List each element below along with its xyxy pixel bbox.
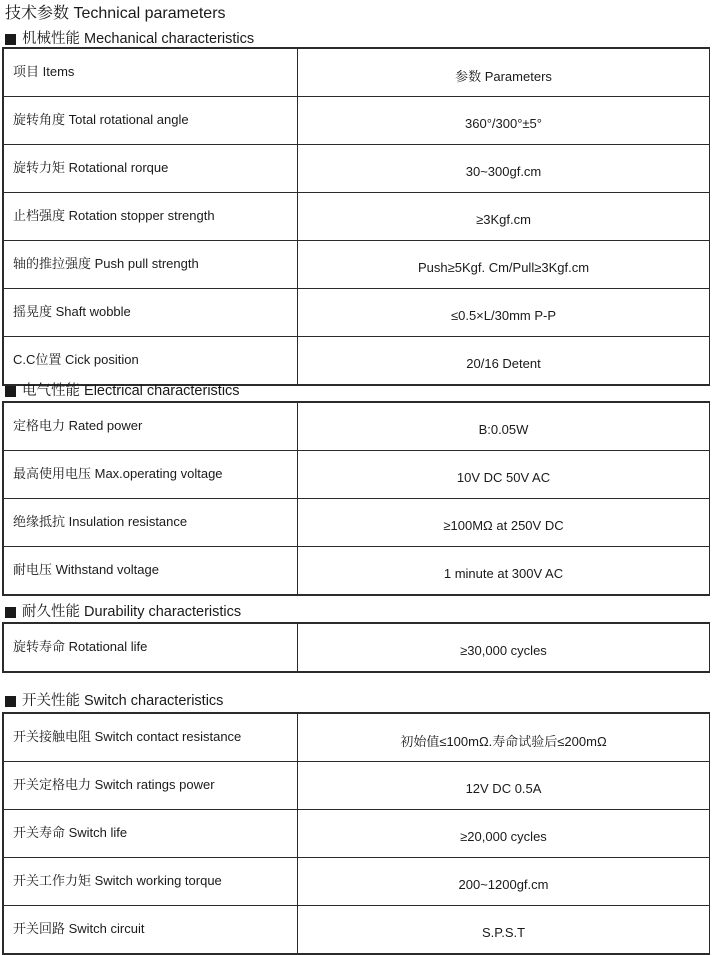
section-title: 机械性能 Mechanical characteristics bbox=[22, 31, 255, 47]
row-label: 最高使用电压 Max.operating voltage bbox=[3, 451, 298, 499]
row-value: 12V DC 0.5A bbox=[298, 762, 710, 810]
durability-table bbox=[2, 622, 710, 673]
row-label: 旋转寿命 Rotational life bbox=[3, 623, 298, 672]
table-row bbox=[3, 713, 710, 762]
table-row bbox=[3, 623, 710, 672]
mechanical-table bbox=[2, 47, 710, 386]
black-square-icon bbox=[5, 34, 16, 45]
row-value: Push≥5Kgf. Cm/Pull≥3Kgf.cm bbox=[298, 241, 710, 289]
section-title: 耐久性能 Durability characteristics bbox=[22, 604, 242, 620]
table-row bbox=[3, 241, 710, 289]
row-label: 定格电力 Rated power bbox=[3, 402, 298, 451]
row-value: 1 minute at 300V AC bbox=[298, 547, 710, 596]
row-value: S.P.S.T bbox=[298, 906, 710, 955]
section-heading-electrical bbox=[5, 382, 240, 400]
row-label: 轴的推拉强度 Push pull strength bbox=[3, 241, 298, 289]
row-value: 360°/300°±5° bbox=[298, 97, 710, 145]
table-row bbox=[3, 145, 710, 193]
header-parameters: 参数 Parameters bbox=[298, 48, 710, 97]
table-row bbox=[3, 762, 710, 810]
row-value: 20/16 Detent bbox=[298, 337, 710, 386]
row-label: 开关工作力矩 Switch working torque bbox=[3, 858, 298, 906]
row-label: 开关回路 Switch circuit bbox=[3, 906, 298, 955]
electrical-table bbox=[2, 401, 710, 596]
row-label: 止档强度 Rotation stopper strength bbox=[3, 193, 298, 241]
row-label: 耐电压 Withstand voltage bbox=[3, 547, 298, 596]
table-row bbox=[3, 451, 710, 499]
table-row bbox=[3, 97, 710, 145]
black-square-icon bbox=[5, 386, 16, 397]
row-value: ≥20,000 cycles bbox=[298, 810, 710, 858]
table-header-row bbox=[3, 48, 710, 97]
row-value: 10V DC 50V AC bbox=[298, 451, 710, 499]
table-row bbox=[3, 810, 710, 858]
row-label: 开关寿命 Switch life bbox=[3, 810, 298, 858]
row-label: C.C位置 Cick position bbox=[3, 337, 298, 386]
table-row bbox=[3, 906, 710, 955]
section-title: 电气性能 Electrical characteristics bbox=[22, 383, 240, 399]
table-row bbox=[3, 289, 710, 337]
row-label: 摇晃度 Shaft wobble bbox=[3, 289, 298, 337]
row-value: 200~1200gf.cm bbox=[298, 858, 710, 906]
section-title: 开关性能 Switch characteristics bbox=[22, 693, 224, 709]
table-row bbox=[3, 547, 710, 596]
row-value: ≤0.5×L/30mm P-P bbox=[298, 289, 710, 337]
black-square-icon bbox=[5, 607, 16, 618]
row-label: 开关接触电阻 Switch contact resistance bbox=[3, 713, 298, 762]
row-label: 绝缘抵抗 Insulation resistance bbox=[3, 499, 298, 547]
page-title: 技术参数 Technical parameters bbox=[5, 5, 226, 22]
table-row bbox=[3, 499, 710, 547]
row-label: 旋转角度 Total rotational angle bbox=[3, 97, 298, 145]
table-row bbox=[3, 858, 710, 906]
table-row bbox=[3, 337, 710, 386]
table-row bbox=[3, 193, 710, 241]
section-heading-mechanical bbox=[5, 30, 254, 48]
row-value: 初始值≤100mΩ.寿命试验后≤200mΩ bbox=[298, 713, 710, 762]
table-row bbox=[3, 402, 710, 451]
row-label: 开关定格电力 Switch ratings power bbox=[3, 762, 298, 810]
black-square-icon bbox=[5, 696, 16, 707]
header-items: 项目 Items bbox=[3, 48, 298, 97]
switch-table bbox=[2, 712, 710, 955]
row-label: 旋转力矩 Rotational rorque bbox=[3, 145, 298, 193]
row-value: 30~300gf.cm bbox=[298, 145, 710, 193]
row-value: ≥3Kgf.cm bbox=[298, 193, 710, 241]
row-value: ≥30,000 cycles bbox=[298, 623, 710, 672]
section-heading-durability bbox=[5, 603, 241, 621]
row-value: B:0.05W bbox=[298, 402, 710, 451]
section-heading-switch bbox=[5, 692, 223, 710]
row-value: ≥100MΩ at 250V DC bbox=[298, 499, 710, 547]
